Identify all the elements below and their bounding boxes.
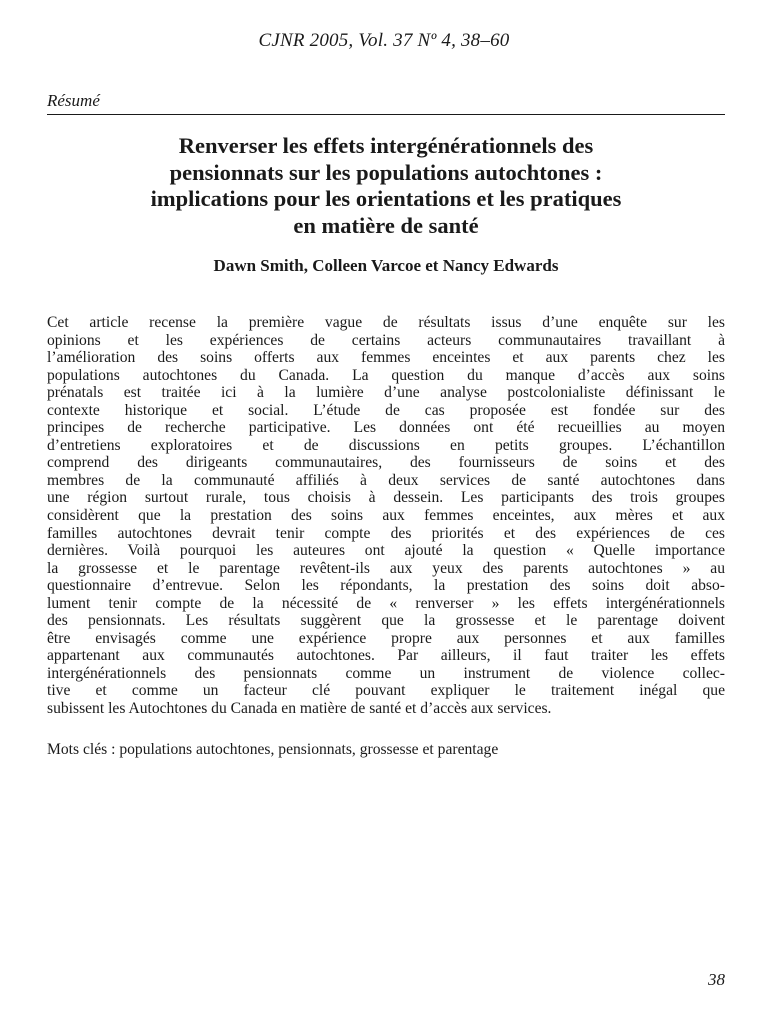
abstract-line: appartenant aux communautés autochtones. Par ailleurs, il faut traiter les effets — [47, 647, 725, 665]
abstract-line: intergénérationnels des pensionnats comme un instrument de violence collec- — [47, 664, 725, 682]
section-label: Résumé — [47, 91, 100, 110]
abstract-line: prénatals est traitée ici à la lumière d’une analyse postcolonialiste définissant le — [47, 384, 725, 402]
section-divider — [47, 114, 725, 115]
abstract-line: familles autochtones devrait tenir compte des priorités et des expériences de ces — [47, 524, 725, 542]
title-line: en matière de santé — [293, 212, 479, 238]
page-number: 38 — [708, 970, 725, 989]
abstract-line: l’amélioration des soins offerts aux femmes enceintes et aux parents chez les — [47, 349, 725, 367]
abstract-line: des pensionnats. Les résultats suggèrent que la grossesse et le parentage doivent — [47, 612, 725, 630]
abstract-line: contexte historique et social. L’étude de cas proposée est fondée sur des — [47, 401, 725, 419]
abstract-body — [47, 314, 725, 718]
abstract-line: comprend des dirigeants communautaires, des fournisseurs de soins et des — [47, 454, 725, 472]
journal-reference: CJNR 2005, Vol. 37 Nº 4, 38–60 — [258, 30, 510, 51]
title-line: Renverser les effets intergénérationnels des — [178, 133, 594, 158]
abstract-line: opinions et les expériences de certains acteurs communautaires travaillant à — [47, 331, 725, 349]
abstract-line: dernières. Voilà pourquoi les auteures ont ajouté la question « Quelle importance — [47, 542, 725, 560]
abstract-line: tive et comme un facteur clé pouvant expliquer le traitement inégal que — [47, 682, 725, 700]
abstract-line: une région surtout rurale, tous choisis à dessein. Les participants des trois groupes — [47, 489, 725, 507]
abstract-line: la grossesse et le parentage revêtent-ils aux yeux des parents autochtones » au — [47, 559, 725, 577]
author-list: Dawn Smith, Colleen Varcoe et Nancy Edwards — [213, 256, 559, 275]
keywords: Mots clés : populations autochtones, pensionnats, grossesse et parentage — [47, 741, 499, 758]
article-title — [47, 133, 725, 239]
abstract-line: questionnaire d’entrevue. Selon les répondants, la prestation des soins doit abso- — [47, 577, 725, 595]
abstract-line: Cet article recense la première vague de résultats issus d’une enquête sur les — [47, 314, 725, 331]
abstract-line: considèrent que la prestation des soins aux femmes enceintes, aux mères et aux — [47, 507, 725, 525]
abstract-line: lument tenir compte de la nécessité de « renverser » les effets intergénérationnels — [47, 594, 725, 612]
abstract-line: d’entretiens exploratoires et de discussions en petits groupes. L’échantillon — [47, 436, 725, 454]
abstract-line: subissent les Autochtones du Canada en matière de santé et d’accès aux services. — [47, 700, 552, 718]
title-line: implications pour les orientations et les pratiques — [150, 186, 622, 211]
abstract-line: être envisagés comme une expérience propre aux personnes et aux familles — [47, 629, 725, 647]
title-line: pensionnats sur les populations autochtones : — [169, 159, 603, 185]
abstract-line: populations autochtones du Canada. La question du manque d’accès aux soins — [47, 366, 725, 384]
abstract-line: membres de la communauté affiliés à deux services de santé autochtones dans — [47, 471, 725, 489]
abstract-line: principes de recherche participative. Les données ont été recueillies au moyen — [47, 419, 725, 437]
